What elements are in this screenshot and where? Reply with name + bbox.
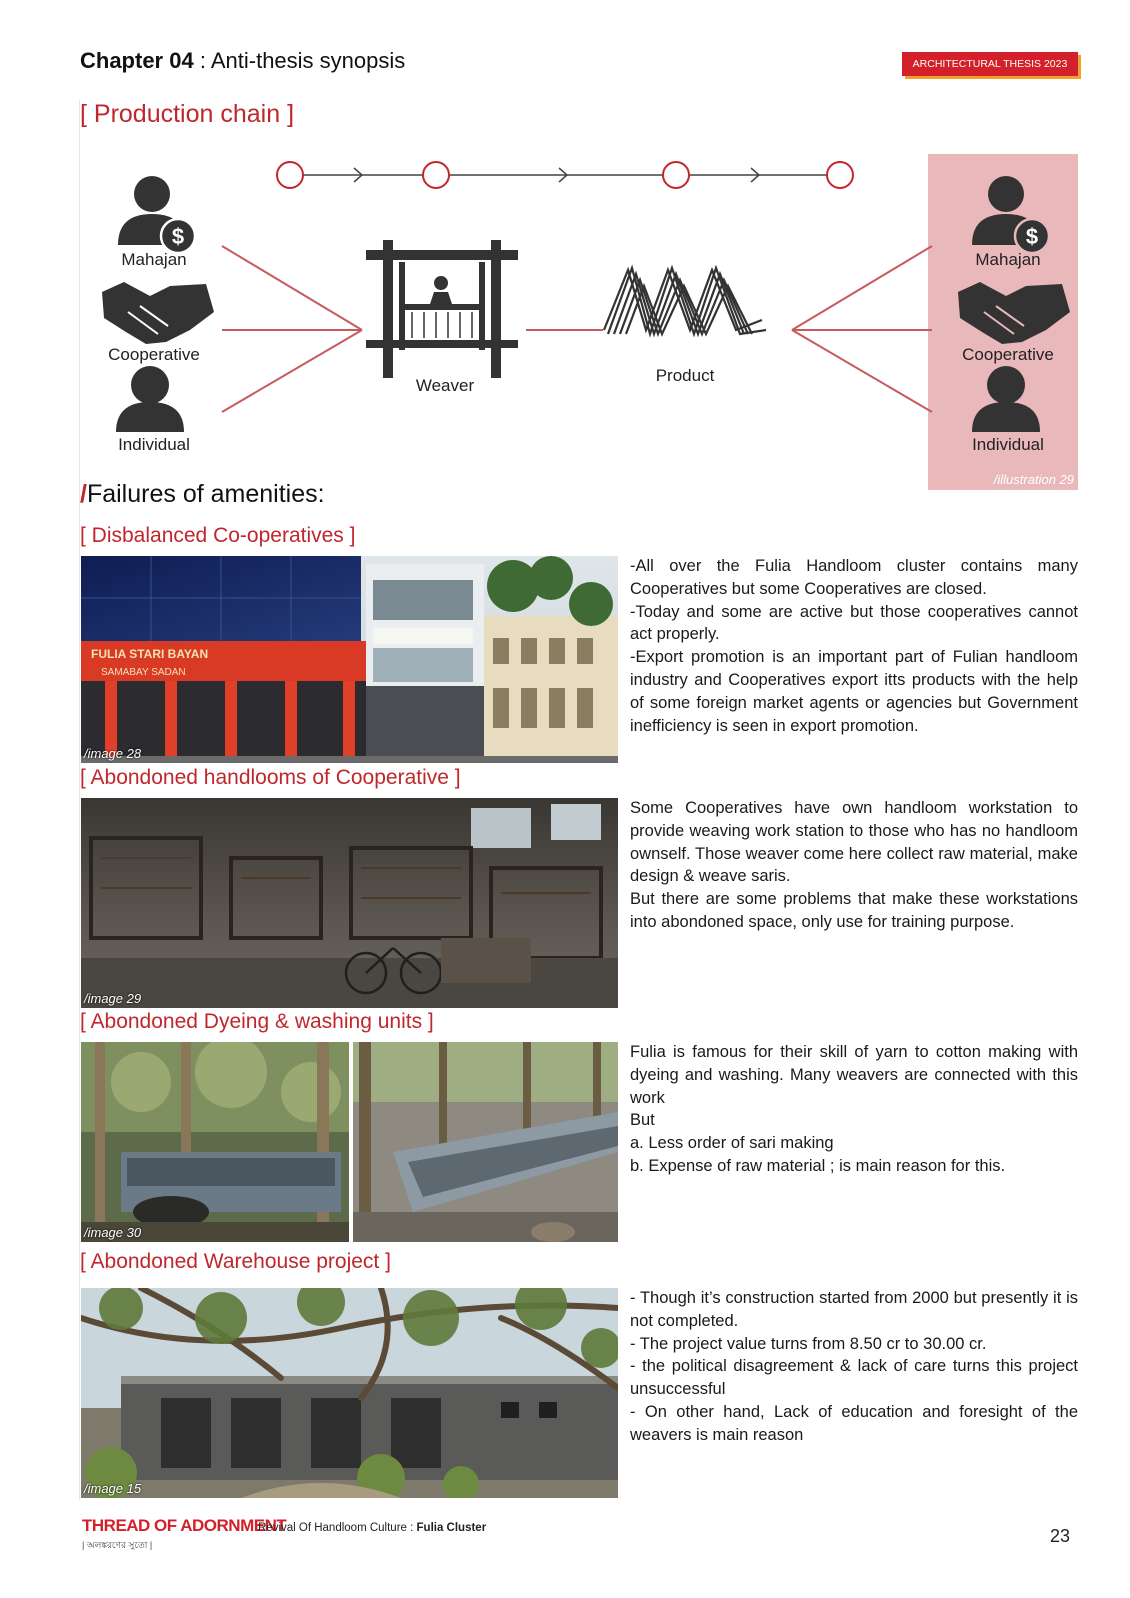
illustration-caption: /illustration 29	[993, 472, 1074, 487]
handshake-icon-right	[958, 282, 1070, 344]
dyeing-description	[630, 1041, 1078, 1178]
image-caption-15: /image 15	[84, 1481, 142, 1496]
chain-timeline	[303, 168, 826, 182]
chapter-title: : Anti-thesis synopsis	[193, 48, 406, 73]
handlooms-para-1: Some Cooperatives have own handloom workstation to provide weaving work station to those who has no handloom ownself. Those weaver come here collect raw material, make design & weave saris.	[630, 799, 1078, 886]
failures-heading	[80, 480, 325, 509]
warehouse-para-1: - Though it’s construction started from 2000 but presently it is not completed.	[630, 1289, 1078, 1330]
handlooms-description	[630, 797, 1078, 934]
individual-icon	[116, 366, 184, 432]
cooperatives-para-1: -All over the Fulia Handloom cluster contains many Cooperatives but some Cooperatives are closed.	[630, 557, 1078, 598]
dyeing-para-1: Fulia is famous for their skill of yarn to cotton making with dyeing and washing. Many weavers are connected with this work	[630, 1043, 1078, 1107]
mahajan-icon	[118, 176, 195, 253]
production-chain-title: [ Production chain ]	[80, 100, 295, 128]
left-role-cooperative: Cooperative	[108, 345, 200, 364]
handlooms-para-2: But there are some problems that make these workstations into abondoned space, only use for training purpose.	[630, 890, 1078, 931]
warehouse-illustration	[81, 1288, 618, 1498]
cooperative-sign-line1: FULIA STARI BAYAN	[91, 647, 209, 661]
fabric-icon	[604, 268, 766, 334]
svg-text:$: $	[171, 224, 185, 249]
product-label: Product	[655, 366, 715, 385]
photo-dyeing-unit-1	[81, 1042, 349, 1242]
footer-caption-text: Revival Of Handloom Culture :	[258, 1522, 417, 1534]
chapter-number: Chapter 04	[80, 48, 194, 73]
dyeing-para-2: But	[630, 1111, 655, 1130]
warehouse-para-3: - the political disagreement & lack of care turns this project unsuccessful	[630, 1357, 1078, 1399]
dyeing-tank-illustration	[81, 1042, 349, 1242]
left-role-individual: Individual	[118, 435, 190, 454]
dyeing-para-4: b. Expense of raw material ; is main reason for this.	[630, 1156, 1006, 1175]
handloom-workshop-illustration	[81, 798, 618, 1008]
image-caption-29: /image 29	[84, 991, 142, 1006]
right-role-cooperative: Cooperative	[962, 345, 1054, 364]
cooperatives-para-2: -Today and some are active but those cooperatives cannot act properly.	[630, 602, 1078, 644]
loom-icon	[366, 240, 518, 378]
cooperative-sign-line2: SAMABAY SADAN	[101, 667, 186, 678]
washing-tank-illustration	[353, 1042, 618, 1242]
footer-brand-logo: THREAD OF ADORNMENT	[82, 1516, 287, 1535]
footer-brand-subtitle: | অলঙ্করণের সুতো |	[82, 1540, 153, 1550]
cooperatives-para-3: -Export promotion is an important part of Fulian handloom industry and Cooperatives export itts products with the help of some foreign market agents or agencies but Government inefficiency is seen in export promotion.	[630, 648, 1078, 735]
warehouse-para-2: - The project value turns from 8.50 cr to 30.00 cr.	[630, 1334, 987, 1353]
connector-lines	[222, 246, 932, 412]
thesis-badge: ARCHITECTURAL THESIS 2023	[902, 52, 1078, 76]
photo-warehouse	[81, 1288, 618, 1498]
photo-cooperative-building	[81, 556, 618, 763]
footer-caption	[258, 1522, 486, 1534]
handshake-icon	[102, 282, 214, 344]
image-caption-30: /image 30	[84, 1225, 142, 1240]
section-title-warehouse: [ Abondoned Warehouse project ]	[80, 1250, 391, 1273]
left-role-mahajan: Mahajan	[121, 250, 187, 269]
individual-icon-right	[972, 366, 1040, 432]
chain-node-4	[827, 162, 853, 188]
chain-node-2	[423, 162, 449, 188]
svg-text:$: $	[1025, 224, 1039, 249]
photo-dyeing-unit-2	[353, 1042, 618, 1242]
section-title-dyeing: [ Abondoned Dyeing & washing units ]	[80, 1010, 434, 1033]
footer-caption-bold: Fulia Cluster	[416, 1522, 487, 1534]
dyeing-para-3: a. Less order of sari making	[630, 1134, 834, 1153]
cooperatives-description	[630, 555, 1078, 737]
warehouse-para-4: - On other hand, Lack of education and foresight of the weavers is main reason	[630, 1402, 1078, 1444]
page-number: 23	[1050, 1526, 1071, 1546]
right-role-individual: Individual	[972, 435, 1044, 454]
failures-slash: /	[80, 480, 87, 508]
section-title-cooperatives: [ Disbalanced Co-operatives ]	[80, 524, 356, 547]
cooperative-building-illustration	[81, 556, 618, 763]
mahajan-icon-right	[972, 176, 1049, 253]
chain-node-3	[663, 162, 689, 188]
chain-node-1	[277, 162, 303, 188]
weaver-label: Weaver	[415, 376, 475, 395]
failures-title: Failures of amenities:	[86, 480, 325, 508]
image-caption-28: /image 28	[84, 746, 142, 761]
warehouse-description	[630, 1287, 1078, 1447]
right-role-mahajan: Mahajan	[975, 250, 1041, 269]
section-title-handlooms: [ Abondoned handlooms of Cooperative ]	[80, 766, 461, 789]
photo-abandoned-handlooms	[81, 798, 618, 1008]
